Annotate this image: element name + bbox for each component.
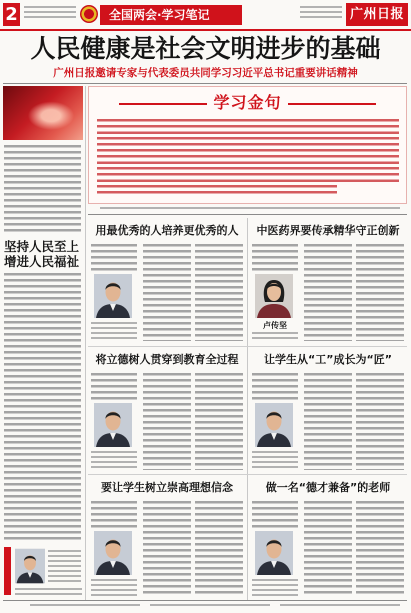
header-issue-info [24, 6, 76, 21]
panel-body-text [143, 501, 191, 597]
panel-body-text [304, 501, 352, 597]
feature-photo [3, 86, 83, 140]
panel-body-text [195, 501, 243, 597]
portrait-photo [94, 531, 132, 575]
interview-panel [249, 475, 407, 600]
author-caption [48, 550, 81, 583]
quote-paragraph [97, 119, 399, 134]
panel-body-text [195, 244, 243, 341]
panel-body-text [91, 501, 137, 528]
panel-heading: 做一名“德才兼备”的老师 [265, 481, 391, 494]
portrait-name: 卢传坚 [263, 321, 287, 330]
page-number: 2 [3, 3, 20, 26]
interview-panel [88, 475, 246, 600]
national-emblem-icon [80, 5, 98, 23]
panel-body-text [252, 373, 298, 400]
panel-body-text [143, 373, 191, 470]
footer-text [150, 604, 270, 607]
headline-rule [3, 83, 407, 84]
panel-body-text [304, 244, 352, 341]
sidebar-body-text [4, 273, 81, 541]
panel-body-text [195, 373, 243, 470]
interview-panel [249, 347, 407, 474]
portrait-caption [252, 332, 298, 340]
panel-heading: 用最优秀的人培养更优秀的人 [95, 224, 239, 237]
header-rule [0, 29, 411, 31]
panel-divider [247, 218, 248, 600]
quote-paragraph [97, 149, 399, 164]
section-banner: 全国两会·学习笔记 [100, 5, 242, 25]
author-caption [15, 588, 82, 596]
quote-paragraph [97, 167, 399, 182]
quote-box-title: 学习金句 [213, 93, 282, 112]
newspaper-logo: 广州日报 [346, 3, 408, 26]
panel-body-text [91, 244, 137, 271]
panel-body-text [356, 244, 404, 341]
portrait-photo [94, 274, 132, 318]
panel-body-text [304, 373, 352, 470]
portrait-caption [91, 579, 137, 597]
quote-paragraph [97, 137, 399, 146]
panel-body-text [143, 244, 191, 341]
column-divider [85, 86, 86, 600]
panel-heading: 中医药界要传承精华守正创新 [256, 224, 400, 237]
portrait-caption [252, 451, 298, 469]
portrait-caption [91, 322, 137, 340]
quote-paragraph [97, 185, 337, 194]
sidebar-heading-line2: 增进人民福祉 [4, 254, 80, 269]
quote-title-ornament [288, 103, 376, 105]
footer-text [30, 604, 140, 607]
portrait-photo [255, 403, 293, 447]
interview-panel [249, 218, 407, 345]
main-headline: 人民健康是社会文明进步的基础 [30, 34, 381, 63]
panel-body-text [91, 373, 137, 400]
panel-heading: 将立德树人贯穿到教育全过程 [95, 353, 239, 366]
panel-body-text [356, 501, 404, 597]
panel-heading: 要让学生树立崇高理想信念 [101, 481, 233, 494]
portrait-photo [94, 403, 132, 447]
author-portrait [15, 548, 45, 584]
footer-rule [3, 600, 407, 601]
panel-body-text [252, 501, 298, 528]
panel-body-text [356, 373, 404, 470]
sidebar-body-text [4, 145, 81, 235]
sidebar-heading-line1: 坚持人民至上 [4, 239, 80, 254]
panel-body-text [252, 244, 298, 271]
quote-box [88, 86, 407, 204]
portrait-photo [255, 274, 293, 318]
sub-headline: 广州日报邀请专家与代表委员共同学习习近平总书记重要讲话精神 [53, 67, 358, 79]
sidebar-tag-bar [4, 547, 11, 595]
header-date-info [300, 6, 342, 21]
quote-source-line [100, 207, 400, 210]
portrait-caption [91, 451, 137, 469]
quote-rule [88, 214, 407, 215]
panel-heading: 让学生从“工”成长为“匠” [264, 353, 392, 366]
portrait-photo [255, 531, 293, 575]
portrait-caption [252, 579, 298, 597]
footer-text [280, 604, 400, 607]
interview-panel [88, 218, 246, 345]
interview-panel [88, 347, 246, 474]
